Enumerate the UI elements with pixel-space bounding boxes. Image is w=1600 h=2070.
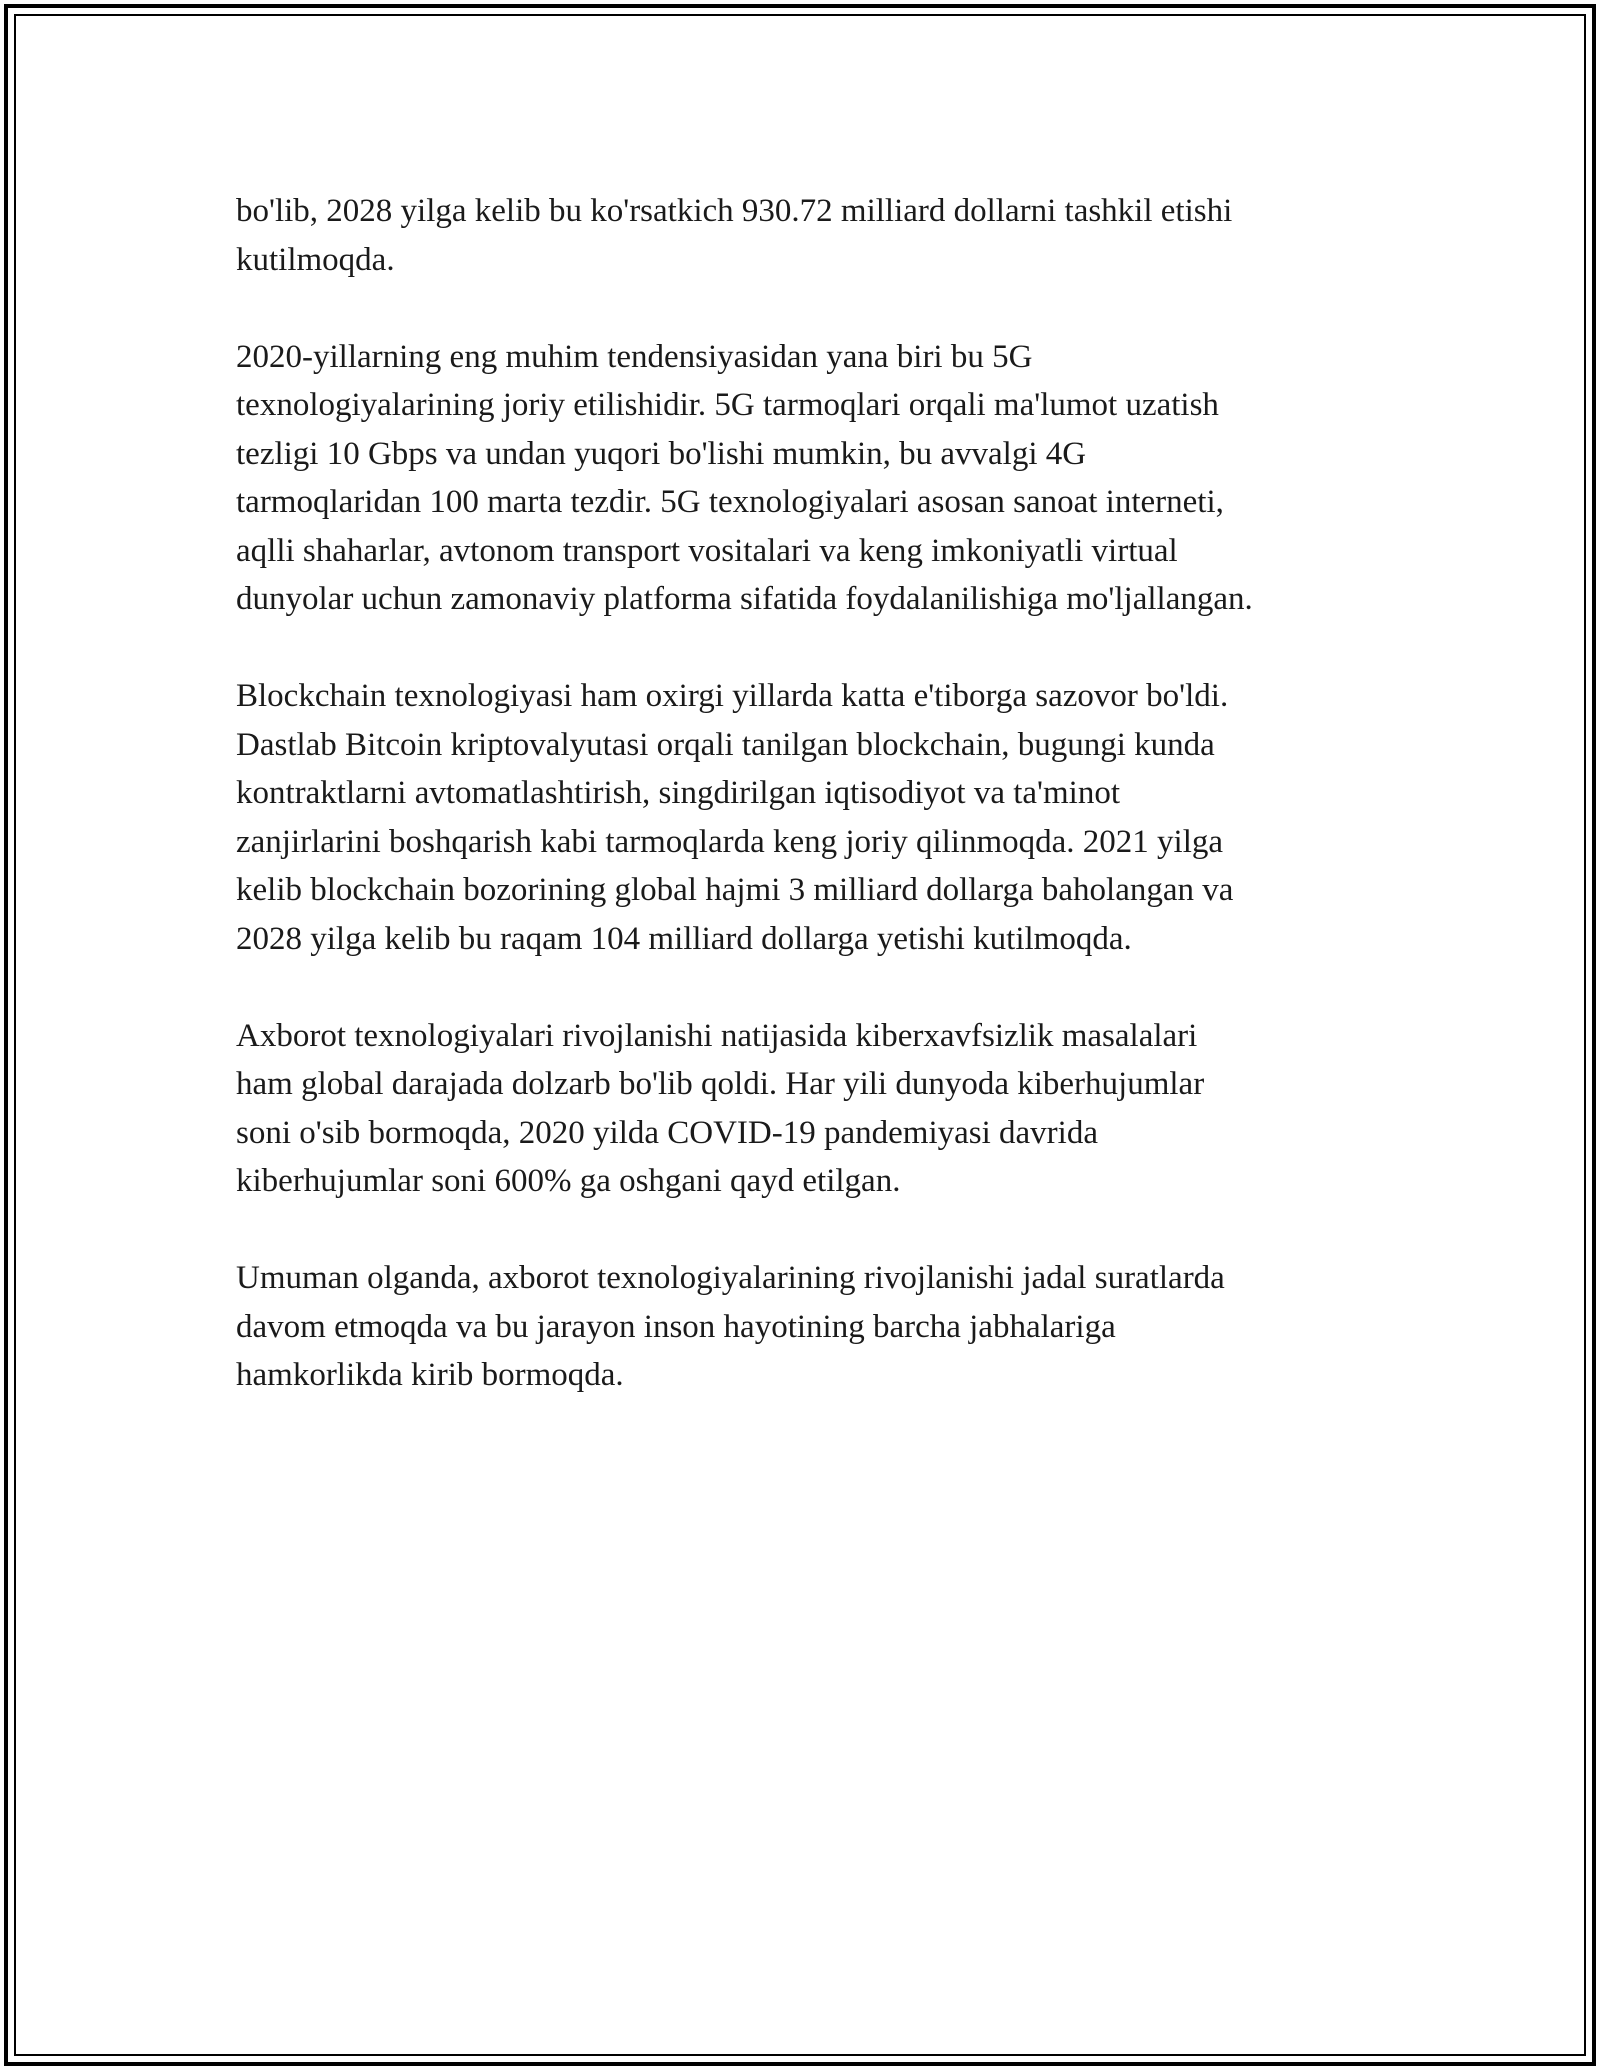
text-line: aqlli shaharlar, avtonom transport vositalari va keng imkoniyatli virtual [236, 532, 1178, 569]
text-line: texnologiyalarining joriy etilishidir. 5G tarmoqlari orqali ma'lumot uzatish [236, 387, 1219, 423]
text-line: 2028 yilga kelib bu raqam 104 milliard dollarga yetishi kutilmoqda. [236, 920, 1132, 957]
paragraph-market-forecast [236, 187, 1386, 284]
text-line: soni o'sib bormoqda, 2020 yilda COVID-19 pandemiyasi davrida [236, 1114, 1098, 1151]
text-line: davom etmoqda va bu jarayon inson hayotining barcha jabhalariga [236, 1308, 1116, 1345]
text-line: Blockchain texnologiyasi ham oxirgi yillarda katta e'tiborga sazovor bo'ldi. [236, 678, 1229, 714]
text-line: tarmoqlaridan 100 marta tezdir. 5G texnologiyalari asosan sanoat interneti, [236, 484, 1224, 520]
paragraph-cybersecurity [236, 1012, 1386, 1206]
paragraph-blockchain [236, 672, 1386, 963]
document-body [236, 187, 1386, 1448]
text-line: kontraktlarni avtomatlashtirish, singdirilgan iqtisodiyot va ta'minot [236, 775, 1120, 811]
text-line: kelib blockchain bozorining global hajmi 3 milliard dollarga baholangan va [236, 872, 1234, 908]
text-line: kiberhujumlar soni 600% ga oshgani qayd etilgan. [236, 1163, 901, 1199]
text-line: bo'lib, 2028 yilga kelib bu ko'rsatkich 930.72 milliard dollarni tashkil etishi [236, 193, 1233, 229]
text-line: Axborot texnologiyalari rivojlanishi natijasida kiberxavfsizlik masalalari [236, 1017, 1198, 1054]
text-line: zanjirlarini boshqarish kabi tarmoqlarda keng joriy qilinmoqda. 2021 yilga [236, 823, 1224, 860]
text-line: dunyolar uchun zamonaviy platforma sifatida foydalanilishiga mo'ljallangan. [236, 581, 1253, 617]
text-line: Umuman olganda, axborot texnologiyalarining rivojlanishi jadal suratlarda [236, 1260, 1225, 1296]
paragraph-5g [236, 333, 1386, 624]
text-line: Dastlab Bitcoin kriptovalyutasi orqali tanilgan blockchain, bugungi kunda [236, 726, 1215, 763]
text-line: kutilmoqda. [236, 241, 395, 278]
text-line: 2020-yillarning eng muhim tendensiyasidan yana biri bu 5G [236, 338, 1033, 375]
text-line: tezligi 10 Gbps va undan yuqori bo'lishi mumkin, bu avvalgi 4G [236, 435, 1087, 472]
text-line: hamkorlikda kirib bormoqda. [236, 1357, 624, 1393]
paragraph-conclusion [236, 1254, 1386, 1400]
text-line: ham global darajada dolzarb bo'lib qoldi. Har yili dunyoda kiberhujumlar [236, 1066, 1205, 1102]
